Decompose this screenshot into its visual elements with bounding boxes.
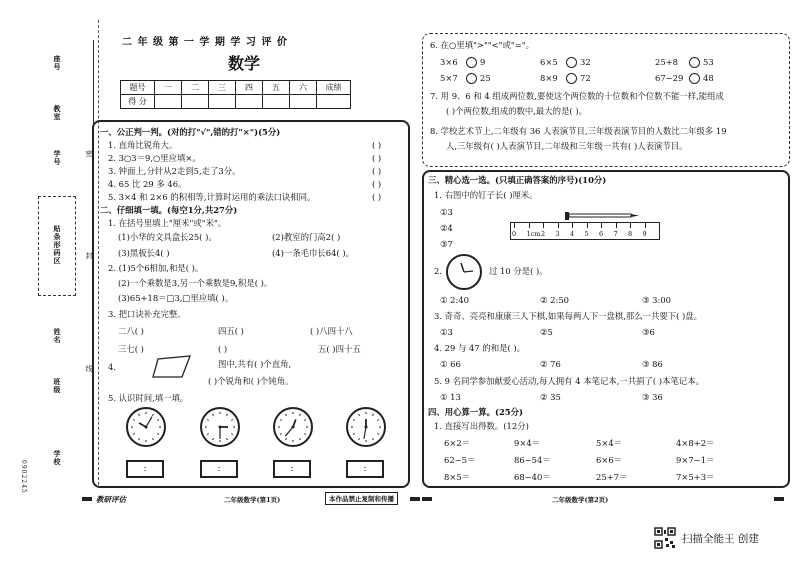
s1-answer[interactable]: ( )	[372, 166, 382, 176]
s1-item: 4. 65 比 29 多 46。	[108, 179, 187, 189]
r7-line1: 7. 用 9、6 和 4 组成两位数,要使这个两位数的十位数和个位数不能一样,能组成	[430, 91, 724, 101]
ruler-tick	[587, 222, 588, 228]
score-cell[interactable]	[209, 95, 236, 109]
s3-q3-opt[interactable]: ③6	[642, 327, 655, 337]
s1-item: 2. 3○3＝9,○里应填×。	[108, 153, 201, 163]
score-head: 题号	[121, 81, 155, 95]
equation[interactable]: 9×4＝	[514, 438, 541, 448]
compare-right: 9	[480, 57, 486, 67]
footer-page-right: 二年级数学(第2页)	[552, 496, 609, 504]
compare-left: 67−29	[655, 73, 684, 83]
time-answer-box[interactable]: :	[273, 460, 311, 478]
compare-right: 48	[703, 73, 714, 83]
footer-bar-right-end	[774, 497, 784, 501]
left-sidebar	[0, 0, 100, 494]
barcode-label: 贴条形码区	[53, 225, 62, 265]
s1-item: 3. 钟面上,分针从2走到5,走了3分。	[108, 166, 241, 176]
equation[interactable]: 25+7＝	[596, 472, 628, 482]
s3-q4-opt[interactable]: ③ 86	[642, 359, 663, 369]
score-row-label: 得 分	[121, 95, 155, 109]
compare-right: 53	[703, 57, 714, 67]
ruler-label: 1cm	[526, 230, 541, 238]
section2-title: 二、仔细填一填。(每空1分,共27分)	[100, 205, 238, 215]
s3-q4-opt[interactable]: ② 76	[540, 359, 561, 369]
equation[interactable]: 8×5＝	[444, 472, 471, 482]
r7-line2: ( )个两位数,组成的数中,最大的是( )。	[446, 106, 587, 116]
s3-q1-opt[interactable]: ③7	[440, 239, 453, 249]
s3-q4-opt[interactable]: ① 66	[440, 359, 461, 369]
s3-q3: 3. 奇奇、亮亮和康康三人下棋,如果每两人下一盘棋,那么一共要下( )盘。	[434, 311, 703, 321]
section1-title: 一、公正判一判。(对的打"√",错的打"×")(5分)	[100, 127, 281, 137]
sidebar-label-room: 教室	[53, 105, 62, 121]
s3-q2-opt[interactable]: ① 2:40	[440, 295, 469, 305]
rhyme-blank: 五( )四十五	[318, 344, 361, 354]
sidebar-label-name: 姓名	[53, 328, 62, 344]
s1-item: 5. 3×4 和 2×6 的积相等,计算时运用的乘法口诀相同。	[108, 192, 316, 202]
footer-bar-left	[82, 497, 92, 501]
equation[interactable]: 6×2＝	[444, 438, 471, 448]
ruler-tick	[558, 222, 559, 228]
s3-q2-opt[interactable]: ③ 3:00	[642, 295, 671, 305]
s3-q1: 1. 右图中的钉子长( )厘米。	[434, 190, 538, 200]
compare-left: 8×9	[540, 73, 558, 83]
ruler-label: 2	[541, 230, 546, 238]
rhyme-blank: ( )	[218, 344, 228, 354]
id-code: 0902245	[20, 460, 27, 494]
compare-left: 3×6	[440, 57, 458, 67]
s1-answer[interactable]: ( )	[372, 179, 382, 189]
s2-q2c: (3)65+18＝□3,□里应填( )。	[118, 293, 234, 303]
r8-line2: 人,三年级有( )人表演节目,二年级和三年级一共有( )人表演节目。	[446, 141, 688, 151]
time-answer-box[interactable]: :	[200, 460, 238, 478]
s4-q1: 1. 直接写出得数。(12分)	[434, 421, 529, 431]
score-head: 五	[263, 81, 290, 95]
compare-left: 6×5	[540, 57, 558, 67]
s3-q4: 4. 29 与 47 的和是( )。	[434, 343, 526, 353]
s3-q2-num: 2.	[434, 266, 442, 276]
s1-answer[interactable]: ( )	[372, 153, 382, 163]
footer-bar-left-end	[410, 497, 420, 501]
section3-title: 三、精心选一选。(只填正确答案的序号)(10分)	[428, 175, 607, 185]
ruler-tick	[514, 222, 515, 228]
compare-right: 25	[480, 73, 491, 83]
sidebar-label-seat: 座号	[53, 55, 62, 71]
s2-q3: 3. 把口诀补充完整。	[108, 309, 186, 319]
footer-logo: 教研评估	[96, 495, 126, 504]
footer-notice: 本作品禁止复制和传播	[325, 492, 398, 505]
r6-title: 6. 在○里填">""<"或"="。	[430, 40, 535, 50]
ruler-label: 4	[570, 230, 575, 238]
s3-q5-opt[interactable]: ② 35	[540, 392, 561, 402]
score-table	[120, 80, 351, 109]
exam-title: 二 年 级 第 一 学 期 学 习 评 价	[122, 37, 288, 48]
score-cell[interactable]	[182, 95, 209, 109]
sidebar-label-class: 班级	[53, 378, 62, 394]
s3-q5: 5. 9 名同学参加献爱心活动,每人拥有 4 本笔记本,一共捐了( )本笔记本。	[434, 376, 704, 386]
ruler-tick	[645, 222, 646, 228]
score-head: 三	[209, 81, 236, 95]
footer-page-left: 二年级数学(第1页)	[224, 496, 281, 504]
nail-icon	[563, 208, 643, 222]
equation[interactable]: 5×4＝	[596, 438, 623, 448]
ruler-label: 8	[628, 230, 633, 238]
seal-char: 线	[85, 365, 93, 373]
score-cell[interactable]	[263, 95, 290, 109]
seal-char: 封	[85, 252, 93, 260]
ruler-tick	[543, 222, 544, 228]
r8-line1: 8. 学校艺术节上,二年级有 36 人表演节目,三年级表演节目的人数比二年级多 19	[430, 126, 727, 136]
ruler-label: 3	[555, 230, 560, 238]
s2-q4b: ( )个锐角和( )个钝角。	[208, 376, 294, 386]
clock-icon	[126, 407, 166, 447]
s2-q4a: 图中,共有( )个直角,	[218, 359, 292, 369]
time-answer-box[interactable]: :	[126, 460, 164, 478]
footer-bar-right	[422, 497, 432, 501]
clock-icon	[200, 407, 240, 447]
s2-q4-num: 4.	[108, 362, 116, 372]
compare-circle[interactable]	[689, 73, 700, 84]
compare-right: 72	[580, 73, 591, 83]
s1-answer[interactable]: ( )	[372, 140, 382, 150]
s2-q1: 1. 在括号里填上"厘米"或"米"。	[108, 218, 227, 228]
s2-q2: 2. (1)5个6相加,和是( )。	[108, 263, 204, 273]
quadrilateral-figure	[150, 354, 196, 380]
ruler-tick	[529, 222, 530, 228]
s2-q5: 5. 认识时间,填一填。	[108, 393, 189, 403]
s2-q1d: (4)一条毛巾长64( )。	[272, 248, 354, 258]
compare-circle[interactable]	[689, 57, 700, 68]
compare-left: 25+8	[655, 57, 679, 67]
rhyme-blank: 四五( )	[218, 326, 244, 336]
clock-icon	[346, 407, 386, 447]
ruler-label: 7	[613, 230, 618, 238]
equation[interactable]: 62−5＝	[444, 455, 476, 465]
sidebar-label-school: 学校	[53, 450, 62, 466]
equation[interactable]: 68−40＝	[514, 472, 551, 482]
s1-answer[interactable]: ( )	[372, 192, 382, 202]
ruler-tick	[572, 222, 573, 228]
s2-q2b: (2)一个乘数是3,另一个乘数是9,积是( )。	[118, 278, 273, 288]
s2-q1a: (1)小华的文具盒长25( )。	[118, 232, 217, 242]
clock-icon	[273, 407, 313, 447]
rhyme-blank: 三七( )	[118, 344, 144, 354]
score-cell[interactable]	[236, 95, 263, 109]
score-cell[interactable]	[290, 95, 317, 109]
compare-circle[interactable]	[466, 57, 477, 68]
equation[interactable]: 7×5+3＝	[676, 472, 715, 482]
qr-code-icon	[654, 527, 676, 549]
rhyme-blank: 二八( )	[118, 326, 144, 336]
s3-q2: 过 10 分是( )。	[489, 266, 548, 276]
subject-title: 数学	[228, 54, 261, 73]
equation[interactable]: 4×8+2＝	[676, 438, 715, 448]
s3-q5-opt[interactable]: ① 13	[440, 392, 461, 402]
score-cell[interactable]	[317, 95, 351, 109]
s3-q1-opt[interactable]: ②4	[440, 223, 453, 233]
ruler-tick	[630, 222, 631, 228]
section4-title: 四、用心算一算。(25分)	[428, 407, 523, 417]
ruler-label: 6	[599, 230, 604, 238]
sidebar-label-studentid: 学号	[53, 150, 62, 166]
rhyme-blank: ( )八四十八	[310, 326, 353, 336]
clock-icon	[446, 254, 482, 290]
ruler-label: 9	[642, 230, 647, 238]
s3-q1-opt[interactable]: ①3	[440, 207, 453, 217]
equation[interactable]: 86−54＝	[514, 455, 551, 465]
ruler-label: 0	[512, 230, 517, 238]
compare-circle[interactable]	[466, 73, 477, 84]
compare-right: 32	[580, 57, 591, 67]
equation[interactable]: 6×6＝	[596, 455, 623, 465]
seal-char: 密	[85, 150, 93, 158]
s2-q1c: (3)黑板长4( )	[118, 248, 170, 258]
s1-item: 1. 直角比锐角大。	[108, 140, 178, 150]
s3-q2-opt[interactable]: ② 2:50	[540, 295, 569, 305]
equation[interactable]: 9×7−1＝	[676, 455, 715, 465]
s2-q1b: (2)教室的门高2( )	[272, 232, 341, 242]
time-answer-box[interactable]: :	[346, 460, 384, 478]
score-head: 二	[182, 81, 209, 95]
score-head: 成绩	[317, 81, 351, 95]
s3-q3-opt[interactable]: ②5	[540, 327, 553, 337]
s3-q5-opt[interactable]: ③ 36	[642, 392, 663, 402]
compare-left: 5×7	[440, 73, 458, 83]
compare-circle[interactable]	[566, 57, 577, 68]
score-cell[interactable]	[155, 95, 182, 109]
ruler-label: 5	[584, 230, 589, 238]
ruler-tick	[601, 222, 602, 228]
score-head: 一	[155, 81, 182, 95]
score-head: 六	[290, 81, 317, 95]
compare-circle[interactable]	[566, 73, 577, 84]
score-head: 四	[236, 81, 263, 95]
watermark-text: 扫描全能王 创建	[682, 533, 759, 545]
s3-q3-opt[interactable]: ①3	[440, 327, 453, 337]
ruler-tick	[616, 222, 617, 228]
